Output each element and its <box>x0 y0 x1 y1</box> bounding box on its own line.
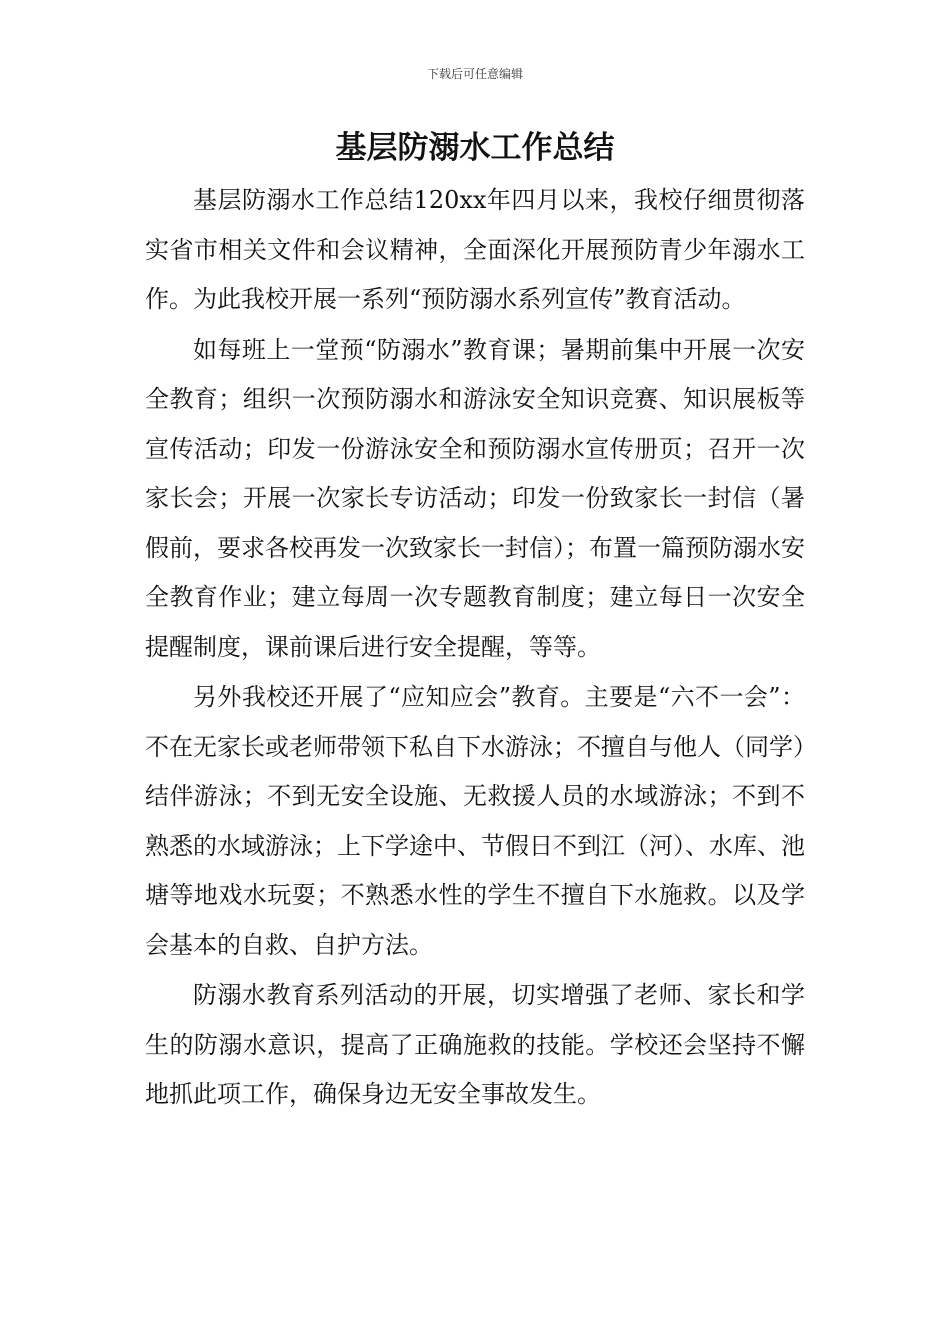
paragraph-1: 基层防溺水工作总结120xx年四月以来，我校仔细贯彻落实省市相关文件和会议精神，全面深化开展预防青少年溺水工作。为此我校开展一系列“预防溺水系列宣传”教育活动。 <box>145 186 805 313</box>
document-body <box>145 176 805 1121</box>
header-note: 下载后可任意编辑 <box>426 67 523 81</box>
paragraph-3: 另外我校还开展了“应知应会”教育。主要是“六不一会”：不在无家长或老师带领下私自下水游泳；不擅自与他人（同学）结伴游泳；不到无安全设施、无救援人员的水域游泳；不到不熟悉的水域游泳；上下学途中、节假日不到江（河）、水库、池塘等地戏水玩耍；不熟悉水性的学生不擅自下水施救。以及学会基本的自救、自护方法。 <box>145 683 805 959</box>
paragraph-4: 防溺水教育系列活动的开展，切实增强了老师、家长和学生的防溺水意识，提高了正确施救的技能。学校还会坚持不懈地抓此项工作，确保身边无安全事故发生。 <box>145 981 805 1108</box>
paragraph-2: 如每班上一堂预“防溺水”教育课；暑期前集中开展一次安全教育；组织一次预防溺水和游泳安全知识竞赛、知识展板等宣传活动；印发一份游泳安全和预防溺水宣传册页；召开一次家长会；开展一次家长专访活动；印发一份致家长一封信（暑假前，要求各校再发一次致家长一封信）；布置一篇预防溺水安全教育作业；建立每周一次专题教育制度；建立每日一次安全提醒制度，课前课后进行安全提醒，等等。 <box>145 335 805 661</box>
document-title: 基层防溺水工作总结 <box>335 130 615 166</box>
